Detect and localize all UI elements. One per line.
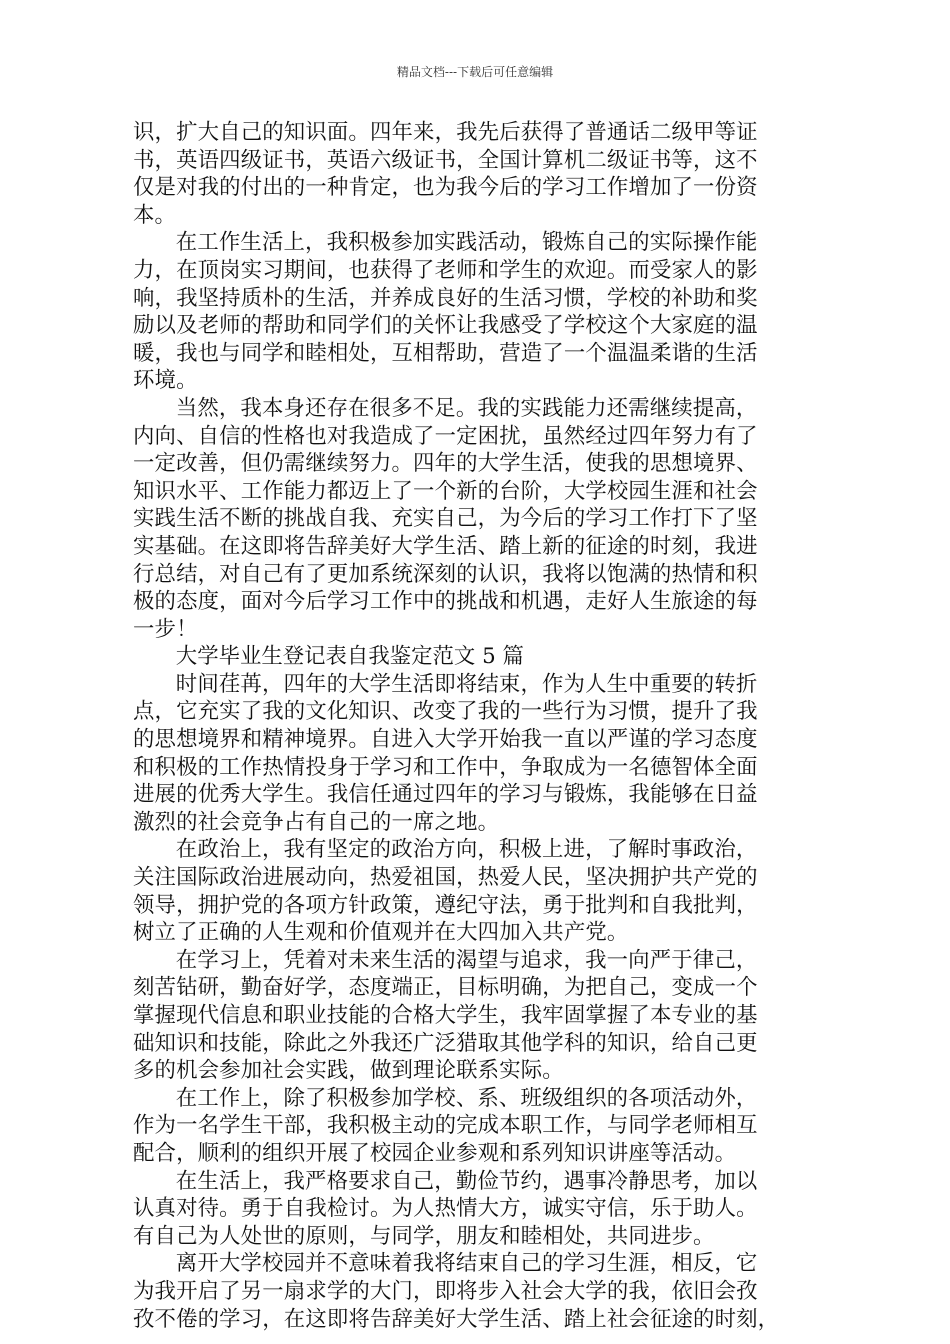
text-line: 的思想境界和精神境界。自进入大学开始我一直以严谨的学习态度 [133,727,758,753]
text-line: 激烈的社会竞争占有自己的一席之地。 [133,809,500,835]
text-line: 在学习上，凭着对未来生活的渴望与追求，我一向严于律己， [175,947,758,973]
text-line: 在工作上，除了积极参加学校、系、班级组织的各项活动外， [175,1085,758,1111]
text-line: 和积极的工作热情投身于学习和工作中，争取成为一名德智体全面 [133,754,758,780]
text-line: 时间荏苒，四年的大学生活即将结束，作为人生中重要的转折 [175,671,758,697]
text-line: 多的机会参加社会实践，做到理论联系实际。 [133,1058,564,1084]
text-line: 暖，我也与同学和睦相处，互相帮助，营造了一个温温柔谐的生活 [133,340,758,366]
paragraph [133,119,823,229]
text-line: 础知识和技能，除此之外我还广泛猎取其他学科的知识，给自己更 [133,1030,758,1056]
paragraph [133,1168,823,1251]
text-line: 识，扩大自己的知识面。四年来，我先后获得了普通话二级甲等证 [133,120,758,145]
paragraph [133,671,823,837]
text-line: 领导，拥护党的各项方针政策，遵纪守法，勇于批判和自我批判， [133,892,758,918]
text-line: 仅是对我的付出的一种肯定，也为我今后的学习工作增加了一份资 [133,175,758,201]
text-line: 为我开启了另一扇求学的大门，即将步入社会大学的我，依旧会孜 [133,1278,758,1304]
text-line: 一定改善，但仍需继续努力。四年的大学生活，使我的思想境界、 [133,451,758,477]
text-line: 掌握现代信息和职业技能的合格大学生，我牢固掌握了本专业的基 [133,1003,758,1028]
document-body [133,119,823,1333]
page-header: 精品文档---下载后可任意编辑 [396,65,554,79]
text-line: 关注国际政治进展动向，热爱祖国，热爱人民，坚决拥护共产党的 [133,865,758,891]
paragraph [133,395,823,643]
paragraph [133,947,823,1085]
text-line: 作为一名学生干部，我积极主动的完成本职工作，与同学老师相互 [133,1113,758,1139]
text-line: 响，我坚持质朴的生活，并养成良好的生活习惯，学校的补助和奖 [133,285,758,311]
text-line: 实基础。在这即将告辞美好大学生活、踏上新的征途的时刻，我进 [133,533,758,559]
text-line: 极的态度，面对今后学习工作中的挑战和机遇，走好人生旅途的每 [133,589,758,615]
text-line: 力，在顶岗实习期间，也获得了老师和学生的欢迎。而受家人的影 [133,257,758,283]
paragraph [133,1085,823,1168]
text-line: 刻苦钻研，勤奋好学，态度端正，目标明确，为把自己，变成一个 [133,975,758,1001]
text-line: 在生活上，我严格要求自己，勤俭节约，遇事冷静思考，加以 [175,1168,758,1194]
text-line: 当然，我本身还存在很多不足。我的实践能力还需继续提高， [175,395,758,421]
text-line: 配合，顺利的组织开展了校园企业参观和系列知识讲座等活动。 [133,1140,737,1166]
paragraph [133,229,823,395]
section-heading: 大学毕业生登记表自我鉴定范文 5 篇 [175,644,524,670]
text-line: 有自己为人处世的原则，与同学，朋友和睦相处，共同进步。 [133,1223,715,1249]
text-line: 树立了正确的人生观和价值观并在大四加入共产党。 [133,920,629,946]
text-line: 孜不倦的学习，在这即将告辞美好大学生活、踏上社会征途的时刻， [133,1306,780,1332]
text-line: 内向、自信的性格也对我造成了一定困扰，虽然经过四年努力有了 [133,423,758,449]
text-line: 一步！ [133,616,198,642]
text-line: 进展的优秀大学生。我信任通过四年的学习与锻炼，我能够在日益 [133,782,758,808]
paragraph [133,1250,823,1333]
text-line: 在政治上，我有坚定的政治方向，积极上进，了解时事政治， [175,837,758,863]
text-line: 书，英语四级证书，英语六级证书，全国计算机二级证书等，这不 [133,147,758,173]
text-line: 认真对待。勇于自我检讨。为人热情大方，诚实守信，乐于助人。 [133,1196,758,1222]
text-line: 环境。 [133,368,198,394]
text-line: 离开大学校园并不意味着我将结束自己的学习生涯，相反，它 [175,1251,758,1277]
text-line: 本。 [133,202,177,228]
paragraph [133,836,823,946]
text-line: 点，它充实了我的文化知识、改变了我的一些行为习惯，提升了我 [133,699,758,725]
text-line: 行总结，对自己有了更加系统深刻的认识，我将以饱满的热情和积 [133,561,758,587]
text-line: 实践生活不断的挑战自我、充实自己，为今后的学习工作打下了坚 [133,506,758,532]
text-line: 知识水平、工作能力都迈上了一个新的台阶，大学校园生涯和社会 [133,478,758,504]
text-line: 励以及老师的帮助和同学们的关怀让我感受了学校这个大家庭的温 [133,313,758,339]
text-line: 在工作生活上，我积极参加实践活动，锻炼自己的实际操作能 [175,230,758,256]
